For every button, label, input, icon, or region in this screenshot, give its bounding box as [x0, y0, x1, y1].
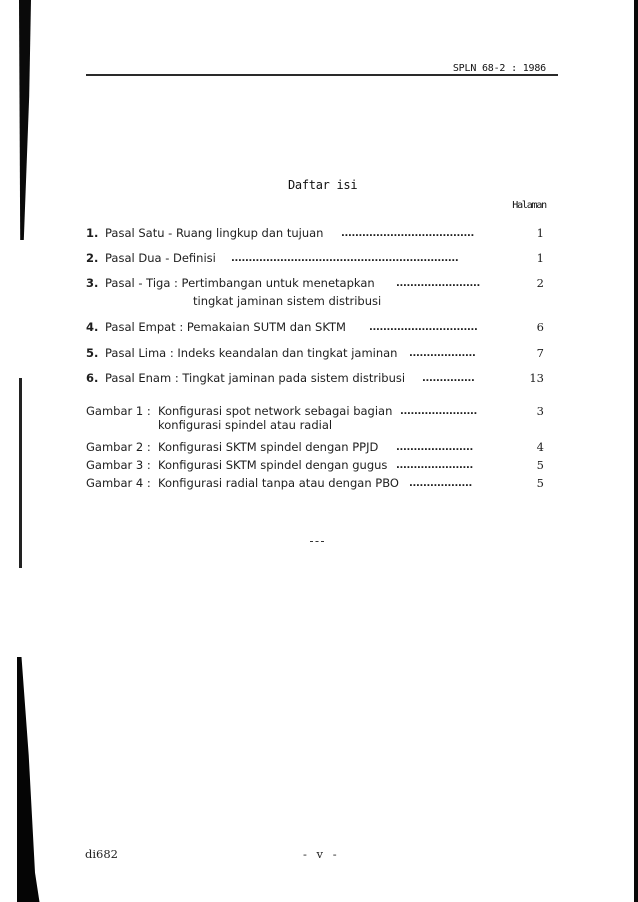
- scan-edge-shadow-top: [19, 0, 31, 240]
- dot-leader: ...............: [422, 373, 475, 384]
- entry-number: 3.: [86, 276, 99, 290]
- scan-edge-shadow-bottom: [17, 657, 62, 902]
- page-column-heading: Halaman: [512, 200, 546, 211]
- footer-page-number: - v -: [303, 847, 340, 861]
- dot-leader: ......................: [400, 406, 477, 417]
- figure-label: Gambar 3 :: [86, 458, 151, 472]
- dot-leader: ..................: [409, 478, 472, 489]
- entry-number: 4.: [86, 320, 99, 334]
- entry-page: 6: [536, 320, 544, 334]
- scan-edge-shadow-right: [634, 0, 638, 902]
- figure-caption: Konfigurasi SKTM spindel dengan gugus: [158, 458, 388, 472]
- entry-page: 7: [536, 346, 544, 360]
- document-number: SPLN 68-2 : 1986: [452, 63, 546, 74]
- entry-page: 4: [536, 440, 544, 454]
- dot-leader: .................................................................: [231, 253, 459, 264]
- entry-title-continuation: tingkat jaminan sistem distribusi: [193, 294, 382, 308]
- figure-label: Gambar 4 :: [86, 476, 151, 490]
- dot-leader: ......................................: [341, 228, 474, 239]
- figure-caption-continuation: konfigurasi spindel atau radial: [158, 418, 333, 432]
- dot-leader: ........................: [396, 278, 480, 289]
- entry-title: Pasal Lima : Indeks keandalan dan tingkat jaminan: [105, 346, 398, 360]
- entry-title: Pasal Satu - Ruang lingkup dan tujuan: [105, 226, 324, 240]
- scan-edge-shadow-middle: [19, 378, 22, 568]
- figure-caption: Konfigurasi SKTM spindel dengan PPJD: [158, 440, 379, 454]
- dot-leader: ......................: [396, 460, 473, 471]
- header-rule: [86, 74, 558, 76]
- entry-number: 5.: [86, 346, 99, 360]
- entry-page: 5: [536, 458, 544, 472]
- entry-page: 1: [536, 251, 544, 265]
- entry-page: 3: [536, 404, 544, 418]
- entry-page: 13: [529, 371, 544, 385]
- figure-caption: Konfigurasi spot network sebagai bagian: [158, 404, 393, 418]
- entry-page: 2: [536, 276, 544, 290]
- entry-number: 2.: [86, 251, 99, 265]
- figure-label: Gambar 1 :: [86, 404, 151, 418]
- figure-label: Gambar 2 :: [86, 440, 151, 454]
- page-title: Daftar isi: [288, 178, 358, 192]
- dot-leader: ......................: [396, 442, 473, 453]
- entry-number: 6.: [86, 371, 99, 385]
- entry-title: Pasal - Tiga : Pertimbangan untuk menetapkan: [105, 276, 375, 290]
- entry-page: 1: [536, 226, 544, 240]
- entry-number: 1.: [86, 226, 99, 240]
- footer-document-code: di682: [85, 847, 118, 861]
- figure-caption: Konfigurasi radial tanpa atau dengan PBO: [158, 476, 399, 490]
- end-of-contents-marker: [310, 541, 324, 544]
- dot-leader: ...............................: [369, 322, 478, 333]
- entry-title: Pasal Empat : Pemakaian SUTM dan SKTM: [105, 320, 346, 334]
- entry-page: 5: [536, 476, 544, 490]
- entry-title: Pasal Enam : Tingkat jaminan pada sistem distribusi: [105, 371, 406, 385]
- dot-leader: ...................: [409, 348, 476, 359]
- entry-title: Pasal Dua - Definisi: [105, 251, 216, 265]
